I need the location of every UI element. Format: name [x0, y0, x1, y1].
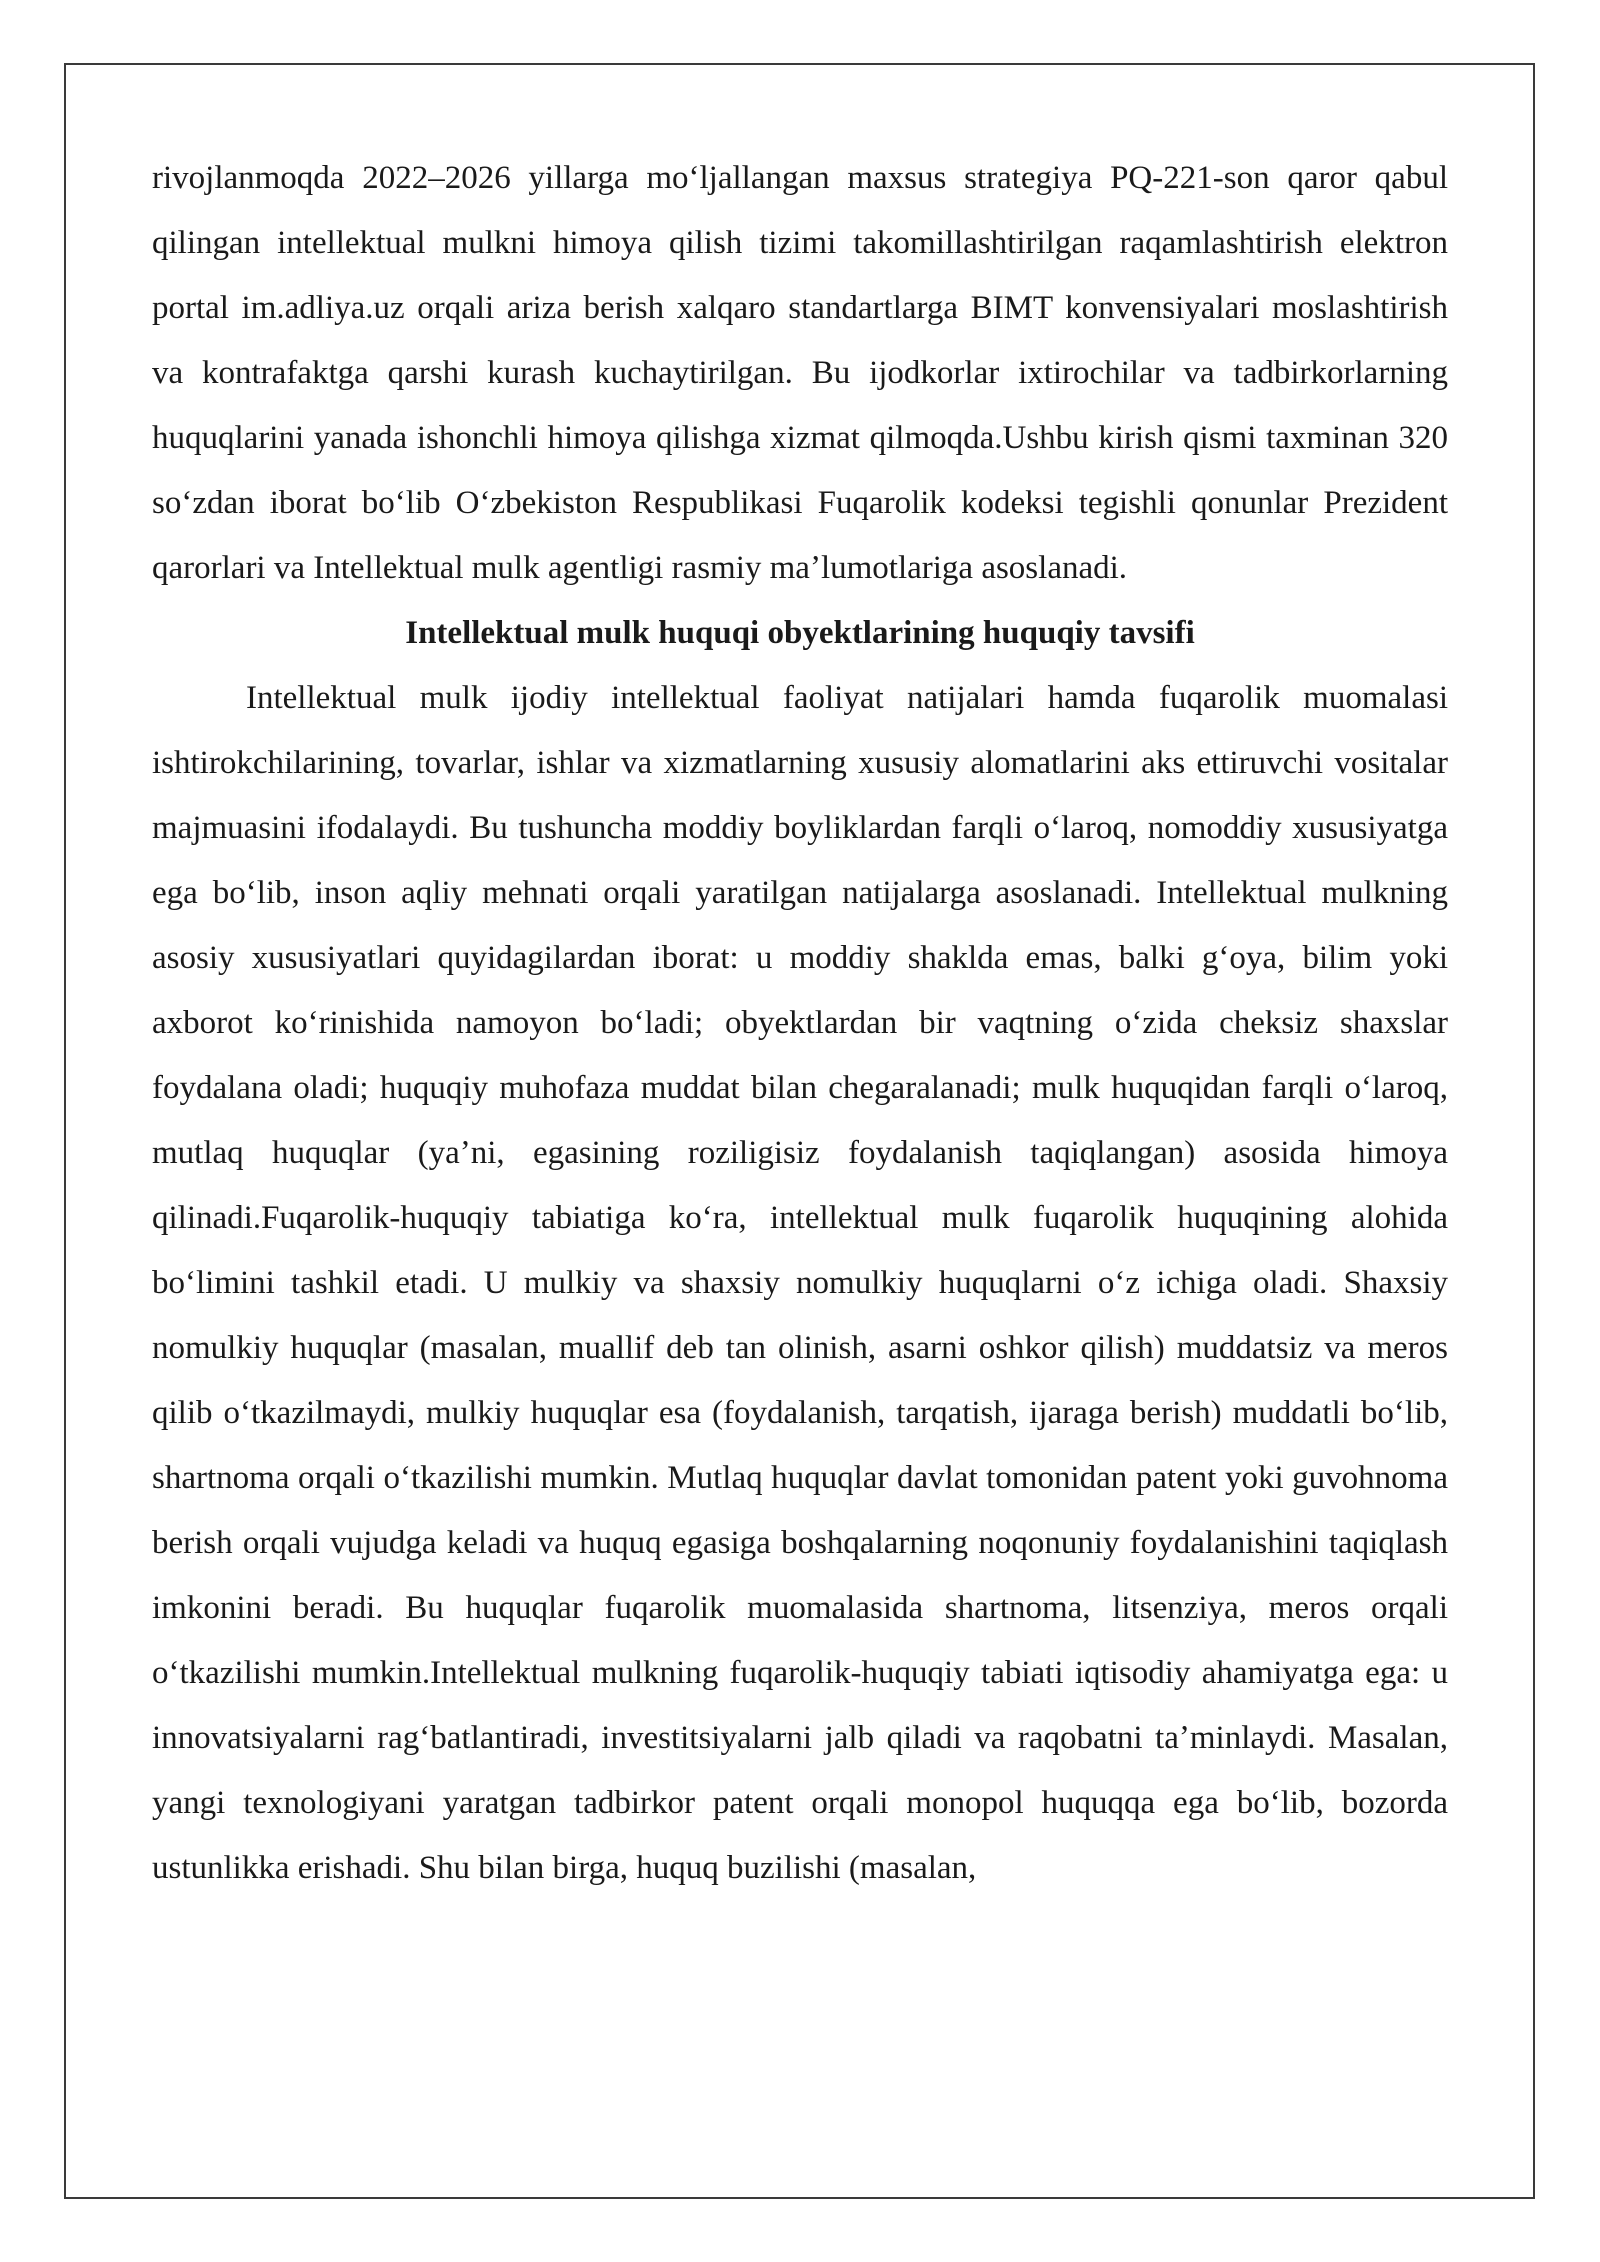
body-paragraph: Intellektual mulk ijodiy intellektual faoliyat natijalari hamda fuqarolik muomalasi ishtirokchilarining, tovarlar, ishlar va xizmatlarning xususiy alomatlarini aks ettiruvchi vositalar majmuasini ifodalaydi. Bu tushuncha moddiy boyliklardan farqli oʻlaroq, nomoddiy xususiyatga ega boʻlib, inson aqliy mehnati orqali yaratilgan natijalarga asoslanadi. Intellektual mulkning asosiy xususiyatlari quyidagilardan iborat: u moddiy shaklda emas, balki gʻoya, bilim yoki axborot koʻrinishida namoyon boʻladi; obyektlardan bir vaqtning oʻzida cheksiz shaxslar foydalana oladi; huquqiy muhofaza muddat bilan chegaralanadi; mulk huquqidan farqli oʻlaroq, mutlaq huquqlar (yaʼni, egasining roziligisiz foydalanish taqiqlangan) asosida himoya qilinadi.Fuqarolik-huquqiy tabiatiga koʻra, intellektual mulk fuqarolik huquqining alohida boʻlimini tashkil etadi. U mulkiy va shaxsiy nomulkiy huquqlarni oʻz ichiga oladi. Shaxsiy nomulkiy huquqlar (masalan, muallif deb tan olinish, asarni oshkor qilish) muddatsiz va meros qilib oʻtkazilmaydi, mulkiy huquqlar esa (foydalanish, tarqatish, ijaraga berish) muddatli boʻlib, shartnoma orqali oʻtkazilishi mumkin. Mutlaq huquqlar davlat tomonidan patent yoki guvohnoma berish orqali vujudga keladi va huquq egasiga boshqalarning noqonuniy foydalanishini taqiqlash imkonini beradi. Bu huquqlar fuqarolik muomalasida shartnoma, litsenziya, meros orqali oʻtkazilishi mumkin.Intellektual mulkning fuqarolik-huquqiy tabiati iqtisodiy ahamiyatga ega: u innovatsiyalarni ragʻbatlantiradi, investitsiyalarni jalb qiladi va raqobatni taʼminlaydi. Masalan, yangi texnologiyani yaratgan tadbirkor patent orqali monopol huquqqa ega boʻlib, bozorda ustunlikka erishadi. Shu bilan birga, huquq buzilishi (masalan, [152, 680, 1448, 1886]
intro-paragraph: rivojlanmoqda 2022–2026 yillarga moʻljallangan maxsus strategiya PQ-221-son qaror qabul qilingan intellektual mulkni himoya qilish tizimi takomillashtirilgan raqamlashtirish elektron portal im.adliya.uz orqali ariza berish xalqaro standartlarga BIMT konvensiyalari moslashtirish va kontrafaktga qarshi kurash kuchaytirilgan. Bu ijodkorlar ixtirochilar va tadbirkorlarning huquqlarini yanada ishonchli himoya qilishga xizmat qilmoqda.Ushbu kirish qismi taxminan 320 soʻzdan iborat boʻlib Oʻzbekiston Respublikasi Fuqarolik kodeksi tegishli qonunlar Prezident qarorlari va Intellektual mulk agentligi rasmiy maʼlumotlariga asoslanadi. [152, 160, 1448, 586]
section-heading: Intellektual mulk huquqi obyektlarining huquqiy tavsifi [405, 615, 1195, 651]
document-body [152, 146, 1448, 1901]
